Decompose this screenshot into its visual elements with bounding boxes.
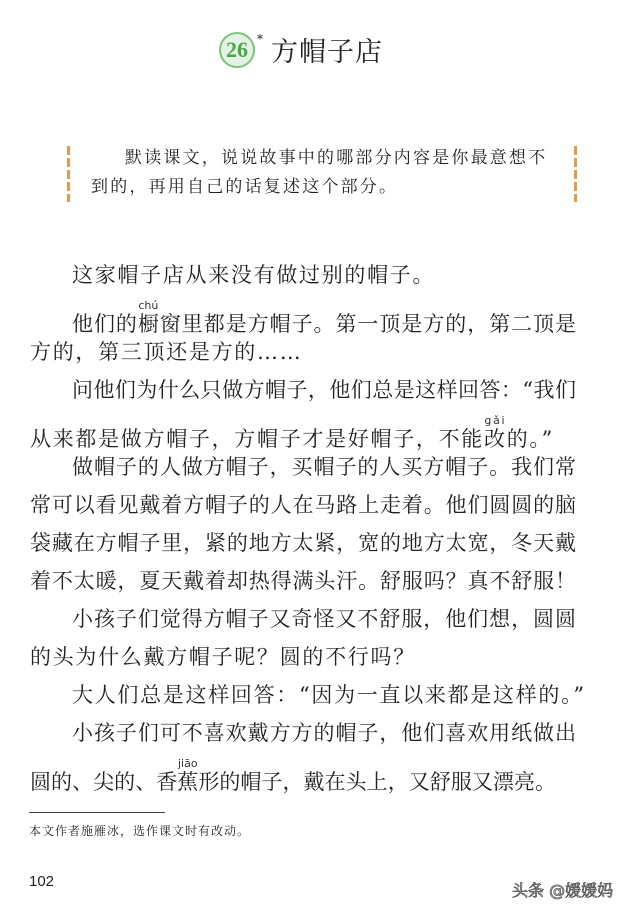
text-line: 大人们总是这样回答：“因为一直以来都是这样的。” xyxy=(72,683,586,707)
lesson-number-badge: 26 xyxy=(219,32,255,68)
reading-prompt: 默读课文，说说故事中的哪部分内容是你最意想不到的，再用自己的话复述这个部分。 xyxy=(91,148,548,197)
text-line: 小孩子们觉得方帽子又奇怪又不舒服，他们想，圆圆 xyxy=(72,607,576,631)
prompt-left-bar xyxy=(67,146,70,202)
text-line: 这家帽子店从来没有做过别的帽子。 xyxy=(72,263,436,287)
text-line xyxy=(72,300,576,337)
text-line: 常可以看见戴着方帽子的人在马路上走着。他们圆圆的脑 xyxy=(30,493,576,517)
watermark: 头条 @媛媛妈 xyxy=(512,881,614,900)
lesson-title xyxy=(219,30,383,69)
footnote: 本文作者施雁冰，选作课文时有改动。 xyxy=(29,824,251,838)
text-line xyxy=(30,415,576,452)
text-segment: 的。” xyxy=(506,427,555,451)
text-segment: 形的帽子，戴在头上，又舒服又漂亮。 xyxy=(198,770,557,794)
prompt-right-bar xyxy=(574,146,577,202)
text-line: 袋藏在方帽子里，紧的地方太紧，宽的地方太宽，冬天戴 xyxy=(30,531,576,555)
annotated-char: 橱 xyxy=(137,312,160,336)
text-line: 做帽子的人做方帽子，买帽子的人买方帽子。我们常 xyxy=(72,455,576,479)
annotated-char: 改 xyxy=(484,427,507,451)
text-line: 方的，第三顶还是方的…… xyxy=(30,340,303,364)
text-line: 问他们为什么只做方帽子，他们总是这样回答：“我们 xyxy=(72,378,576,402)
text-segment: 窗里都是方帽子。第一顶是方的，第二顶是 xyxy=(159,312,577,336)
reading-prompt-box xyxy=(67,146,577,202)
text-segment: 圆的、尖的、香 xyxy=(30,770,178,794)
text-line xyxy=(30,758,556,795)
pinyin-annotated-char xyxy=(137,299,160,336)
pinyin: gǎi xyxy=(484,414,507,427)
optional-lesson-marker: * xyxy=(257,32,263,46)
text-line: 的头为什么戴方帽子呢？圆的不行吗？ xyxy=(30,645,416,669)
text-segment: 从来都是做方帽子，方帽子才是好帽子，不能 xyxy=(30,427,484,451)
page-number: 102 xyxy=(29,873,55,890)
lesson-title-text: 方帽子店 xyxy=(271,37,383,68)
pinyin: chú xyxy=(137,299,159,312)
text-segment: 他们的 xyxy=(72,312,138,336)
pinyin-annotated-char xyxy=(177,757,199,794)
pinyin-annotated-char xyxy=(484,414,507,451)
footnote-divider xyxy=(29,812,165,813)
text-line: 着不太暖，夏天戴着却热得满头汗。舒服吗？真不舒服！ xyxy=(30,569,576,593)
pinyin: jiāo xyxy=(177,757,199,770)
annotated-char: 蕉 xyxy=(177,770,199,794)
text-line: 小孩子们可不喜欢戴方方的帽子，他们喜欢用纸做出 xyxy=(72,721,576,745)
